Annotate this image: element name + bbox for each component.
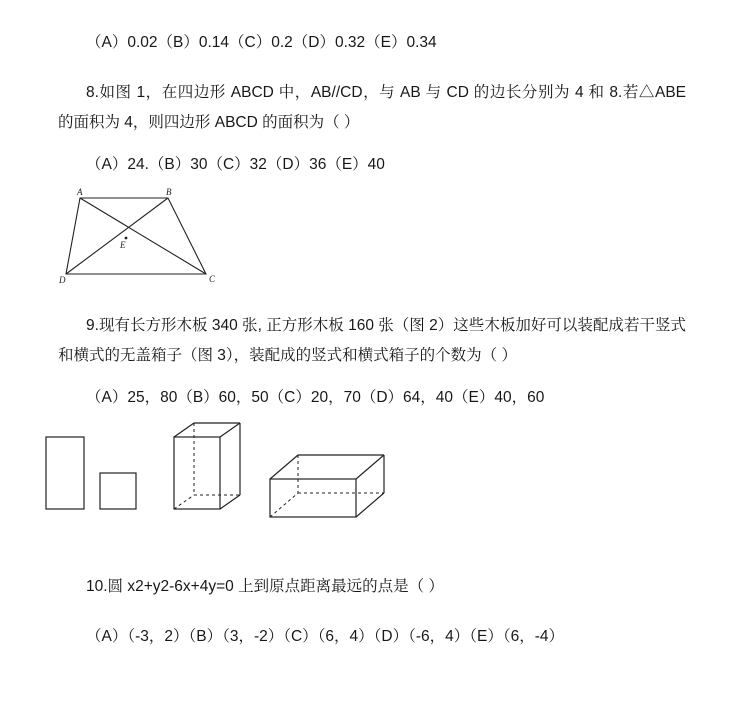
label-d: D (59, 275, 66, 285)
trapezoid-diagram (58, 186, 218, 286)
top-spacer (0, 0, 744, 28)
vbox-edge-br (220, 495, 240, 509)
hbox-edge-br (356, 493, 384, 517)
label-b: B (166, 187, 172, 197)
gap-q8-choices (0, 138, 744, 150)
question-9-choices-block (58, 383, 686, 413)
hbox-edge-tl (270, 455, 298, 479)
square-board (100, 473, 136, 509)
question-10-block (58, 572, 686, 602)
point-e-dot (125, 237, 128, 240)
question-7-choices: （A）0.02（B）0.14（C）0.2（D）0.32（E）0.34 (86, 34, 437, 51)
question-8-choices-block (58, 150, 686, 180)
diagonal-b-d (66, 198, 168, 274)
boards-boxes-diagram (34, 417, 414, 547)
vertical-box (174, 423, 240, 509)
trapezoid-outline (66, 198, 206, 274)
horizontal-box (270, 455, 384, 517)
label-e: E (120, 240, 126, 250)
question-9-text: 9.现有长方形木板 340 张, 正方形木板 160 张（图 2）这些木板加好可以装配成若干竖式和横式的无盖箱子（图 3），装配成的竖式和横式箱子的个数为（ ） (58, 317, 686, 364)
vbox-edge-tl (174, 423, 194, 437)
gap-q9-choices (0, 371, 744, 383)
question-9-block (58, 311, 686, 371)
figure-2-boards-and-boxes (34, 417, 744, 552)
vertical-box-front (174, 437, 220, 509)
question-10-text: 10.圆 x2+y2-6x+4y=0 上到原点距离最远的点是（ ） (86, 578, 444, 595)
hbox-edge-tr (356, 455, 384, 479)
label-a: A (77, 187, 83, 197)
figure-1-trapezoid (58, 186, 744, 291)
gap-q10-choices (0, 602, 744, 622)
question-8-block (58, 78, 686, 138)
question-8-choices: （A）24.（B）30（C）32（D）36（E）40 (86, 156, 385, 173)
label-c: C (209, 274, 216, 284)
gap-before-q9 (0, 291, 744, 311)
question-9-choices: （A）25，80（B）60，50（C）20，70（D）64，40（E）40，60 (86, 389, 545, 406)
question-10-choices-block (58, 622, 686, 652)
question-10-choices: （A）（-3，2）（B）（3，-2）（C）（6，4）（D）（-6，4）（E）（6，-4） (86, 628, 565, 645)
question-7-choices-block (58, 28, 686, 58)
gap-before-q10 (0, 552, 744, 572)
rectangular-board (46, 437, 84, 509)
vbox-hidden-bl (174, 495, 194, 509)
question-8-text: 8.如图 1，在四边形 ABCD 中，AB//CD，与 AB 与 CD 的边长分别为 4 和 8.若△ABE 的面积为 4，则四边形 ABCD 的面积为（ ） (58, 84, 686, 131)
gap-after-q7 (0, 58, 744, 78)
vbox-edge-tr (220, 423, 240, 437)
horizontal-box-front (270, 479, 356, 517)
hbox-hidden-bl (270, 493, 298, 517)
